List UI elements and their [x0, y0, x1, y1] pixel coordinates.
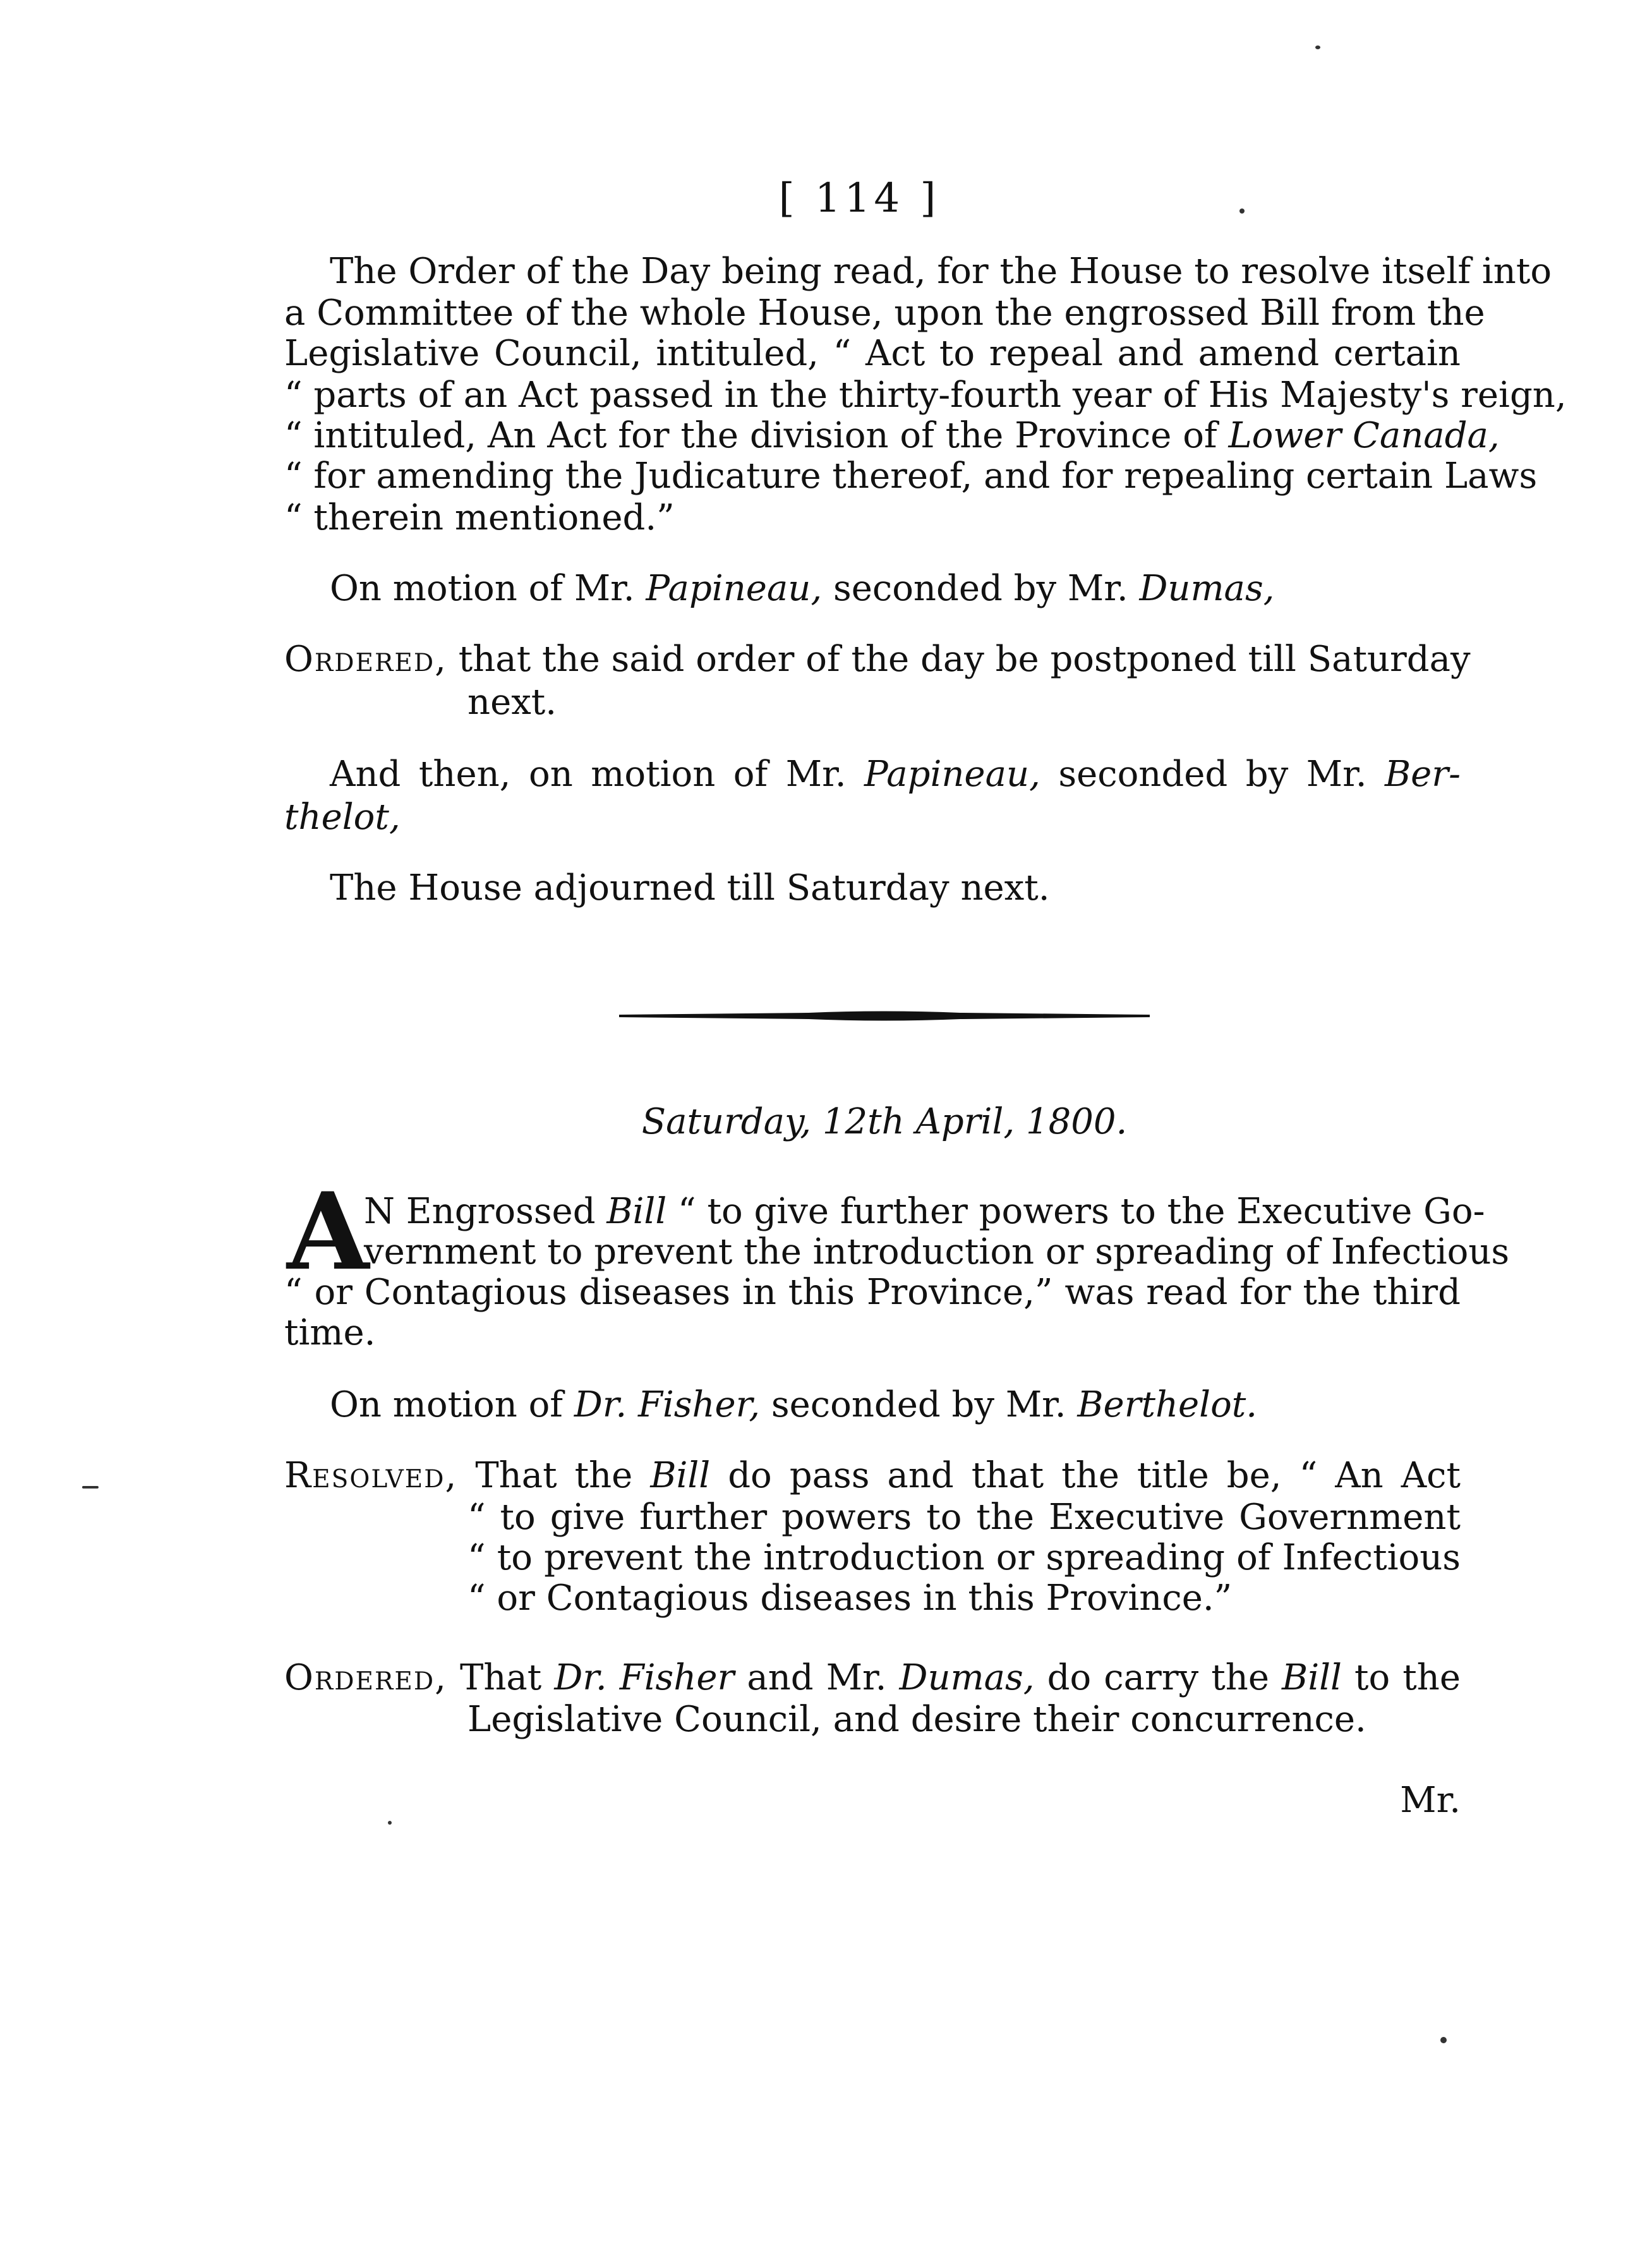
section-divider: [619, 1010, 1150, 1022]
paragraph-line: “ parts of an Act passed in the thirty-fourth year of His Majesty's reign,: [284, 375, 1567, 416]
paragraph-line: The Order of the Day being read, for the House to resolve itself into: [330, 251, 1552, 292]
bill-word: Bill: [1282, 1657, 1342, 1698]
speck-mark: [1440, 2037, 1447, 2043]
motion-text: And then, on motion of Mr.: [330, 754, 865, 795]
line-text: to the: [1341, 1657, 1461, 1698]
ordered-line: Legislative Council, and desire their concurrence.: [467, 1699, 1366, 1740]
line-text: and Mr.: [734, 1657, 900, 1698]
catchword: Mr.: [1400, 1780, 1461, 1821]
member-name: Papineau,: [864, 754, 1040, 795]
speck-mark: [1239, 208, 1245, 214]
date-text: Saturday, 12th April, 1800.: [641, 1101, 1128, 1142]
province-name: Lower Canada,: [1228, 415, 1500, 456]
paragraph-line: Legislative Council, intituled, “ Act to repeal and amend certain: [284, 333, 1461, 374]
speck-mark: [1315, 45, 1320, 49]
date-heading: [442, 1101, 1327, 1142]
member-name: thelot,: [284, 797, 401, 838]
paragraph-line: “ or Contagious diseases in this Province,” was read for the third: [284, 1272, 1461, 1313]
ordered-label: Ordered,: [284, 639, 447, 680]
resolved-label: Resolved,: [284, 1455, 458, 1496]
line-text: That: [460, 1657, 555, 1698]
paragraph-line: [284, 415, 1500, 456]
ordered-text: that the said order of the day be postponed till Saturday: [458, 639, 1471, 680]
bill-word: Bill: [650, 1455, 711, 1496]
motion-line: [330, 1384, 1258, 1425]
member-name: Papineau,: [646, 568, 823, 609]
line-text: N Engrossed: [364, 1191, 607, 1232]
motion-line: [330, 754, 1461, 795]
member-name: Dumas,: [899, 1657, 1035, 1698]
paragraph-line: time.: [284, 1312, 376, 1353]
speck-mark: [82, 1486, 99, 1489]
member-name: Dr. Fisher,: [574, 1384, 761, 1425]
motion-text: seconded by Mr.: [760, 1384, 1078, 1425]
drop-cap: A: [287, 1169, 370, 1294]
paragraph-line: [364, 1191, 1485, 1232]
adjourned-line: The House adjourned till Saturday next.: [330, 867, 1050, 909]
ordered-line: [284, 639, 1471, 680]
motion-line: [330, 568, 1275, 609]
resolved-line: “ or Contagious diseases in this Province.”: [467, 1578, 1233, 1619]
line-text: “ to give further powers to the Executive Go-: [666, 1191, 1485, 1232]
resolved-line: “ to give further powers to the Executive Government: [467, 1497, 1461, 1538]
ordered-line: [284, 1657, 1461, 1698]
page-number: [ 114 ]: [778, 175, 940, 222]
line-text: That the: [475, 1455, 651, 1496]
paragraph-line: “ for amending the Judicature thereof, and for repealing certain Laws: [284, 456, 1538, 497]
member-name: Dumas,: [1139, 568, 1275, 609]
member-name: Ber-: [1385, 754, 1461, 795]
speck-mark: [388, 1821, 392, 1825]
motion-text: On motion of: [330, 1384, 574, 1425]
bill-word: Bill: [606, 1191, 667, 1232]
resolved-line: [284, 1455, 1461, 1496]
resolved-line: “ to prevent the introduction or spreading of Infectious: [467, 1537, 1461, 1578]
line-text: do pass and that the title be, “ An Act: [710, 1455, 1461, 1496]
paragraph-line: a Committee of the whole House, upon the engrossed Bill from the: [284, 293, 1485, 334]
motion-line: [284, 797, 401, 838]
motion-text: seconded by Mr.: [1040, 754, 1385, 795]
line-text: do carry the: [1034, 1657, 1282, 1698]
paragraph-line: “ therein mentioned.”: [284, 497, 675, 538]
motion-text: seconded by Mr.: [822, 568, 1140, 609]
ordered-line: next.: [467, 682, 557, 723]
motion-text: On motion of Mr.: [330, 568, 646, 609]
member-name: Dr. Fisher: [554, 1657, 735, 1698]
ordered-label: Ordered,: [284, 1657, 447, 1698]
member-name: Berthelot.: [1077, 1384, 1258, 1425]
paragraph-line: vernment to prevent the introduction or spreading of Infectious: [364, 1231, 1510, 1272]
line-text: “ intituled, An Act for the division of the Province of: [284, 415, 1229, 456]
